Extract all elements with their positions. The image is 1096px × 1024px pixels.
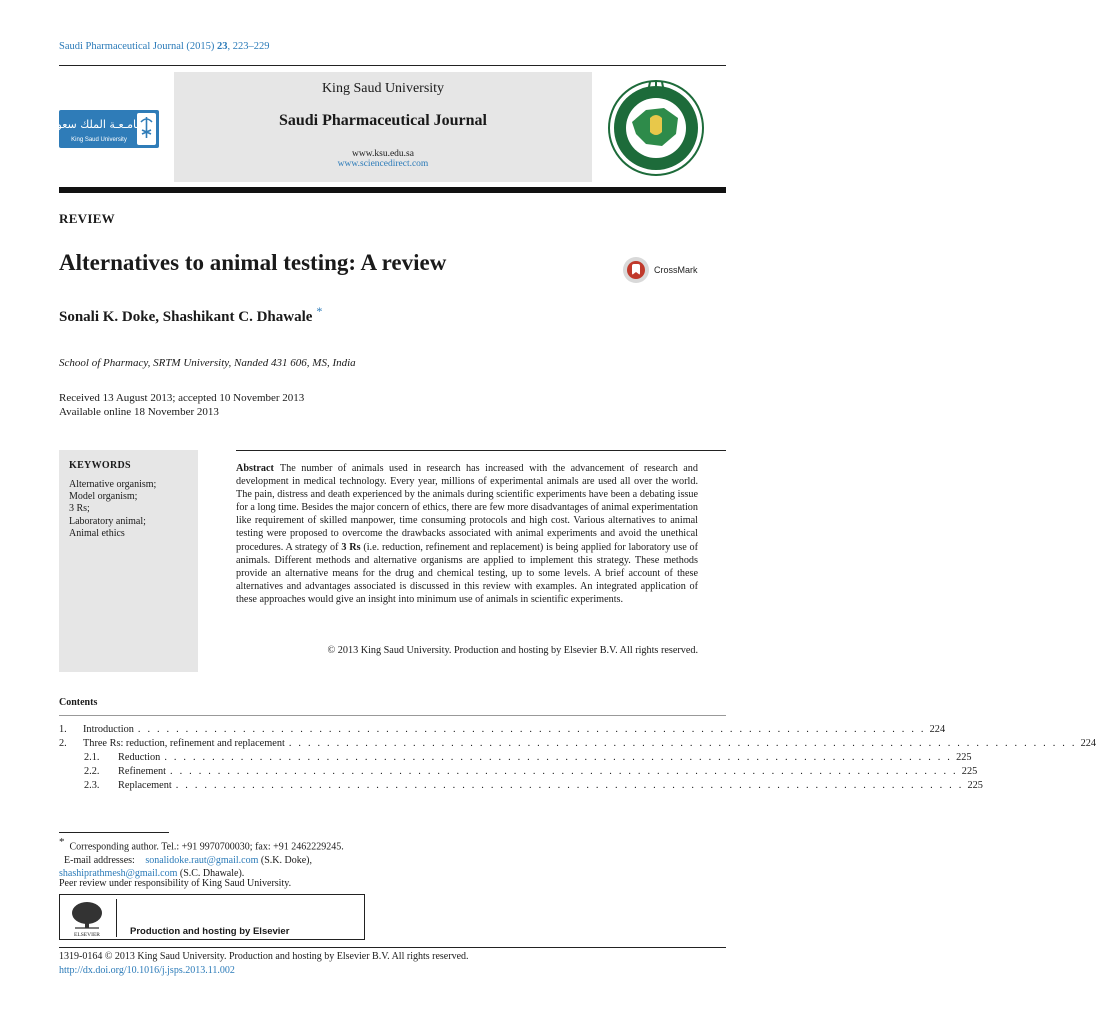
crossmark-badge[interactable] <box>622 256 712 284</box>
footnote-divider <box>59 832 169 833</box>
keyword-item: Animal ethics <box>69 527 125 539</box>
article-title: Alternatives to animal testing: A review <box>59 250 447 275</box>
footnote-email-line <box>59 854 369 867</box>
elsevier-tree-icon <box>72 902 102 928</box>
saudi-pharmaceutical-society-logo <box>598 72 726 182</box>
toc-entry-reduction[interactable] <box>84 751 972 765</box>
abstract-bold-term: 3 Rs <box>341 541 361 553</box>
elsevier-wordmark: ELSEVIER <box>74 932 100 938</box>
toc-number: 1. <box>59 724 67 735</box>
header-journal-name: Saudi Pharmaceutical Journal <box>278 112 487 129</box>
header-thick-divider <box>59 187 726 193</box>
toc-label: Three Rs: reduction, refinement and replacement <box>83 738 285 749</box>
toc-leader-dots: . . . . . . . . . . . . . . . . . . . . . . . . . . . . . . . . . . . . . . . . . . . . . . . . . . . . . . . . . . . . . . . . . . . . . . . . . . . . . . . . . . . <box>170 766 958 777</box>
toc-page: 225 <box>961 766 978 777</box>
author-affiliation: School of Pharmacy, SRTM University, Nanded 431 606, MS, India <box>59 357 356 369</box>
toc-leader-dots: . . . . . . . . . . . . . . . . . . . . . . . . . . . . . . . . . . . . . . . . . . . . . . . . . . . . . . . . . . . . . . . . . . . . . . . . . . . . . . . . . . . <box>137 724 926 735</box>
citation-pages: , 223–229 <box>227 41 270 52</box>
keyword-item: Laboratory animal; <box>69 515 146 527</box>
footnote-email-label: E-mail addresses: <box>64 854 135 866</box>
keywords-panel <box>59 450 198 672</box>
contents-divider <box>59 715 726 716</box>
top-divider <box>59 65 726 66</box>
header-url-sciencedirect[interactable]: www.sciencedirect.com <box>337 159 429 169</box>
corresponding-author-mark[interactable]: * <box>316 304 323 318</box>
crossmark-graphic <box>622 256 712 284</box>
toc-leader-dots: . . . . . . . . . . . . . . . . . . . . . . . . . . . . . . . . . . . . . . . . . . . . . . . . . . . . . . . . . . . . . . . . . . . . . . . . . . . . . . . . . . . <box>164 752 953 763</box>
footnote-contact: Corresponding author. Tel.: +91 9970700030; fax: +91 2462229245. <box>69 841 344 853</box>
abstract-top-divider <box>236 450 726 451</box>
available-online-date: Available online 18 November 2013 <box>59 406 219 418</box>
email-link-doke[interactable]: sonalidoke.raut@gmail.com <box>145 854 259 866</box>
footnote-corresponding-line <box>59 836 369 854</box>
bottom-divider <box>59 947 726 948</box>
keywords-list <box>69 479 156 540</box>
toc-page: 225 <box>956 752 972 763</box>
email-owner-doke: (S.K. Doke), <box>258 854 312 866</box>
saudi-pharmaceutical-society-seal-icon <box>598 72 726 182</box>
toc-number: 2.3. <box>84 780 100 791</box>
elsevier-logo <box>67 900 107 938</box>
elsevier-hosting-text: Production and hosting by Elsevier <box>130 926 290 937</box>
toc-entry-three-rs[interactable] <box>59 737 1096 751</box>
toc-page: 224 <box>1080 738 1096 749</box>
toc-number: 2.1. <box>84 752 100 763</box>
doi-link[interactable]: http://dx.doi.org/10.1016/j.jsps.2013.11.002 <box>59 965 235 976</box>
ksu-logo-graphic <box>51 72 171 182</box>
citation-volume: 23 <box>217 41 228 52</box>
keyword-item: 3 Rs; <box>69 503 90 515</box>
crossmark-label: CrossMark <box>654 265 698 275</box>
toc-leader-dots: . . . . . . . . . . . . . . . . . . . . . . . . . . . . . . . . . . . . . . . . . . . . . . . . . . . . . . . . . . . . . . . . . . . . . . . . . . . . . . . . . . . <box>288 738 1077 749</box>
toc-label: Introduction <box>83 724 134 735</box>
article-type-label: REVIEW <box>59 211 115 226</box>
issn-copyright-line: 1319-0164 © 2013 King Saud University. Production and hosting by Elsevier B.V. All rights reserved. <box>59 951 469 962</box>
journal-header-band <box>174 72 592 182</box>
abstract-body <box>236 462 698 606</box>
toc-page: 224 <box>929 724 946 735</box>
ksu-logo-arabic: جـامـعـة الملك سعود <box>51 118 147 131</box>
email-link-dhawale[interactable]: shashiprathmesh@gmail.com <box>59 867 178 879</box>
article-dates <box>59 391 304 419</box>
keyword-item: Model organism; <box>69 491 138 503</box>
header-university: King Saud University <box>321 81 445 96</box>
email-owner-dhawale: (S.C. Dhawale). <box>177 867 245 879</box>
header-url-ksu[interactable]: www.ksu.edu.sa <box>352 149 414 159</box>
toc-label: Replacement <box>118 780 172 791</box>
contents-heading: Contents <box>59 697 98 708</box>
abstract-text-part-1: The number of animals used in research has increased with the advancement of research and development in medical technology. Every year, millions of experimental animals are used all over the world. The pain, distress and death experienced by the animals during scientific experiments have been a debating issue for a long time. Besides the major concern of ethics, there are few more disadvantages of animal experimentation like requirement of skilled manpower, time consuming protocols and high cost. Various alternatives to animal testing were proposed to overcome the drawbacks associated with animal experiments and avoid the unethical procedures. A strategy of <box>236 463 698 553</box>
abstract-lead: Abstract <box>236 463 274 474</box>
corresponding-author-footnote <box>59 836 369 880</box>
peer-review-note: Peer review under responsibility of King Saud University. <box>59 878 292 889</box>
ksu-logo-english: King Saud University <box>71 137 127 143</box>
crossmark-icon <box>623 257 649 283</box>
toc-number: 2. <box>59 738 67 749</box>
received-accepted-dates: Received 13 August 2013; accepted 10 November 2013 <box>59 392 305 404</box>
toc-number: 2.2. <box>84 766 100 777</box>
citation-journal: Saudi Pharmaceutical Journal (2015) <box>59 41 215 52</box>
abstract-text-part-2: (i.e. reduction, refinement and replacement) is being applied for laboratory use of animals. Different methods and alternative organisms are applied to implement this strategy. These methods provide an alternative means for the drug and chemical testing, up to some levels. A brief account of these alternatives and advantages associated is discussed in this review with examples. An integrated application of these approaches would give an insight into minimum use of animals in scientific experiments. <box>236 541 698 605</box>
authors-text: Sonali K. Doke, Shashikant C. Dhawale <box>59 309 313 325</box>
keyword-item: Alternative organism; <box>69 479 157 490</box>
keywords-heading: KEYWORDS <box>69 460 131 471</box>
toc-label: Refinement <box>118 766 167 777</box>
footnote-mark: * <box>59 836 65 848</box>
ksu-logo <box>51 72 171 182</box>
toc-entry-replacement[interactable] <box>84 779 983 793</box>
toc-page: 225 <box>967 780 983 791</box>
toc-label: Reduction <box>118 752 161 763</box>
elsevier-hosting-box <box>59 894 365 940</box>
toc-entry-introduction[interactable] <box>59 723 946 737</box>
abstract-copyright: © 2013 King Saud University. Production and hosting by Elsevier B.V. All rights reserved. <box>327 645 698 656</box>
elsevier-box-divider <box>116 899 117 937</box>
toc-entry-refinement[interactable] <box>84 765 978 779</box>
author-list <box>59 304 322 326</box>
toc-leader-dots: . . . . . . . . . . . . . . . . . . . . . . . . . . . . . . . . . . . . . . . . . . . . . . . . . . . . . . . . . . . . . . . . . . . . . . . . . . . . . . . . . . . <box>175 780 964 791</box>
journal-citation[interactable] <box>59 41 270 52</box>
